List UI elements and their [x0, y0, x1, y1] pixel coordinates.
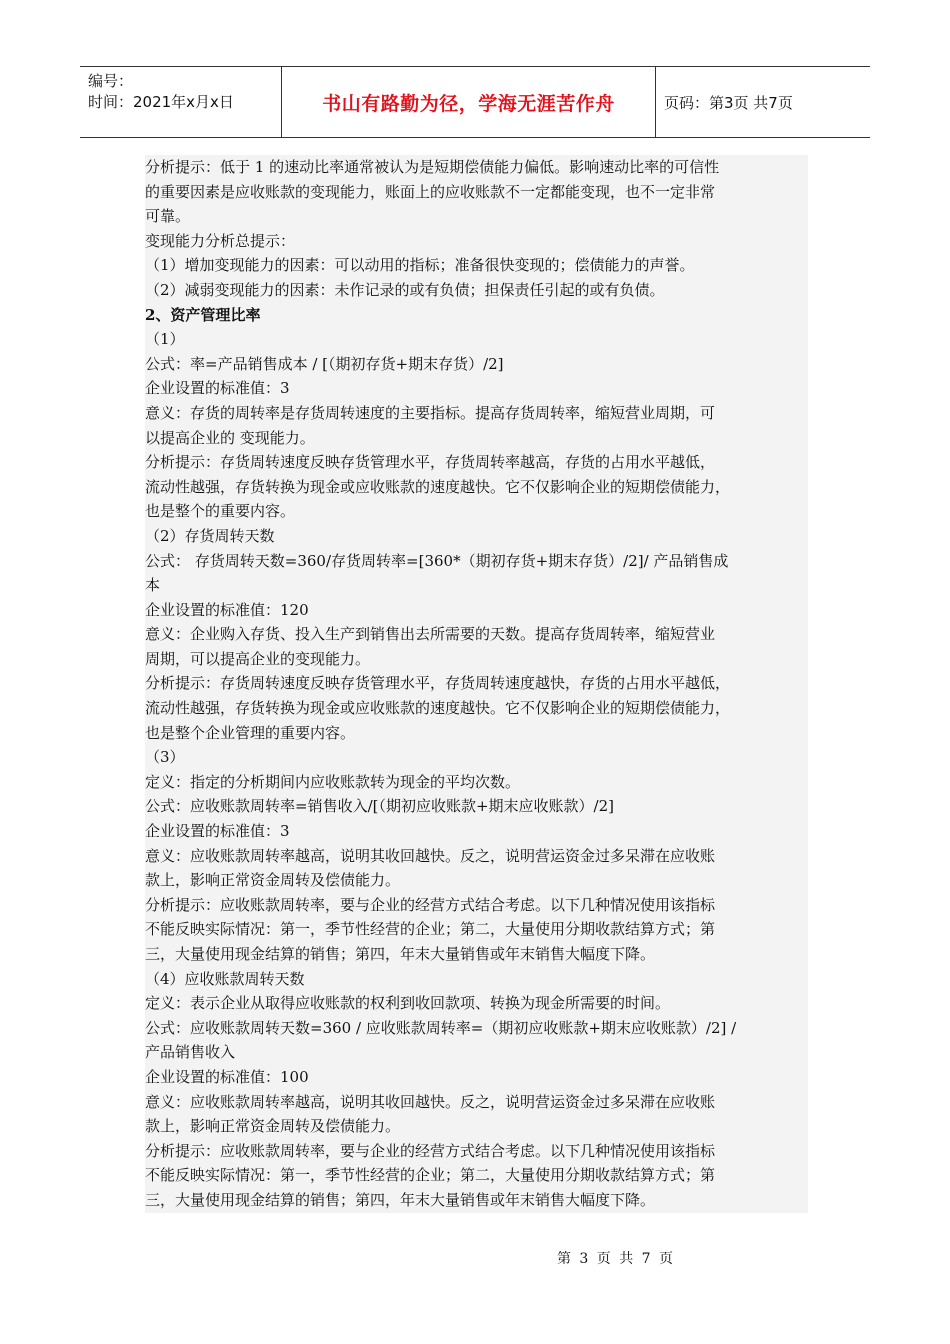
- body-line: 企业设置的标准值：3: [145, 379, 290, 398]
- body-line: 也是整个企业管理的重要内容。: [145, 723, 356, 742]
- body-line: 公式：应收账款周转率=销售收入/[（期初应收账款+期末应收账款）/2]: [145, 797, 614, 816]
- body-line: 分析提示：低于 1 的速动比率通常被认为是短期偿债能力偏低。影响速动比率的可信性: [145, 158, 720, 176]
- body-line: 不能反映实际情况：第一，季节性经营的企业；第二，大量使用分期收款结算方式；第: [145, 1166, 716, 1185]
- body-line: 本: [145, 576, 161, 595]
- body-line: 企业设置的标准值：120: [145, 600, 309, 619]
- body-line: 的重要因素是应收账款的变现能力，账面上的应收账款不一定都能变现，也不一定非常: [145, 182, 716, 201]
- body-line: 以提高企业的 变现能力。: [145, 428, 315, 447]
- body-line: （4）应收账款周转天数: [145, 969, 305, 988]
- body-line: 流动性越强，存货转换为现金或应收账款的速度越快。它不仅影响企业的短期偿债能力，: [145, 699, 731, 718]
- body-line: 意义：存货的周转率是存货周转速度的主要指标。提高存货周转率，缩短营业周期，可: [145, 403, 716, 422]
- body-line: 分析提示：存货周转速度反映存货管理水平，存货周转速度越快，存货的占用水平越低，: [145, 674, 731, 693]
- page-footer: 第 3 页 共 7 页: [556, 1251, 674, 1267]
- body-line: 企业设置的标准值：3: [145, 822, 290, 841]
- body-line: 款上，影响正常资金周转及偿债能力。: [145, 1117, 401, 1136]
- body-line: 意义：企业购入存货、投入生产到销售出去所需要的天数。提高存货周转率，缩短营业: [145, 625, 716, 644]
- body-line: 企业设置的标准值：100: [145, 1067, 309, 1086]
- body-line: （2）减弱变现能力的因素：未作记录的或有负债；担保责任引起的或有负债。: [145, 280, 665, 299]
- header-page-number: 页码：第3页 共7页: [664, 93, 793, 112]
- body-line: 流动性越强，存货转换为现金或应收账款的速度越快。它不仅影响企业的短期偿债能力，: [145, 477, 731, 496]
- body-line: 意义：应收账款周转率越高，说明其收回越快。反之，说明营运资金过多呆滞在应收账: [145, 1092, 716, 1111]
- page-header: [80, 66, 870, 138]
- body-line: （2）存货周转天数: [145, 526, 275, 545]
- header-motto: 书山有路勤为径，学海无涯苦作舟: [282, 67, 656, 137]
- document-number-label: 编号：: [88, 72, 134, 90]
- body-line: 款上，影响正常资金周转及偿债能力。: [145, 871, 401, 890]
- body-line: （1）增加变现能力的因素：可以动用的指标；准备很快变现的；偿债能力的声誉。: [145, 256, 695, 275]
- body-line: 公式：率=产品销售成本 / [（期初存货+期末存货）/2]: [145, 354, 504, 373]
- body-line: 分析提示：存货周转速度反映存货管理水平，存货周转率越高，存货的占用水平越低，: [145, 453, 716, 472]
- body-line: 公式：应收账款周转天数=360 / 应收账款周转率=（期初应收账款+期末应收账款）/2] /: [145, 1018, 737, 1037]
- body-line: 三，大量使用现金结算的销售；第四，年末大量销售或年末销售大幅度下降。: [145, 945, 656, 963]
- body-line: 产品销售收入: [145, 1043, 236, 1062]
- body-line: 定义：指定的分析期间内应收账款转为现金的平均次数。: [145, 772, 521, 791]
- body-line: 周期，可以提高企业的变现能力。: [145, 649, 371, 668]
- body-line: 三，大量使用现金结算的销售；第四，年末大量销售或年末销售大幅度下降。: [145, 1190, 656, 1209]
- body-line: （3）: [145, 748, 185, 767]
- body-line: （1）: [145, 330, 185, 349]
- document-date-label: 时间：2021年x月x日: [88, 93, 234, 111]
- header-meta-cell: [80, 67, 282, 137]
- section-heading: 2、资产管理比率: [145, 305, 261, 324]
- body-line: 公式： 存货周转天数=360/存货周转率=[360*（期初存货+期末存货）/2]/ 产品销售成: [145, 551, 729, 570]
- body-line: 意义：应收账款周转率越高，说明其收回越快。反之，说明营运资金过多呆滞在应收账: [145, 846, 716, 865]
- document-body: [145, 155, 808, 1213]
- body-line: 也是整个的重要内容。: [145, 502, 296, 521]
- body-line: 可靠。: [145, 207, 191, 226]
- body-line: 不能反映实际情况：第一，季节性经营的企业；第二，大量使用分期收款结算方式；第: [145, 920, 716, 939]
- body-line: 分析提示：应收账款周转率，要与企业的经营方式结合考虑。以下几种情况使用该指标: [145, 1141, 716, 1160]
- body-line: 定义：表示企业从取得应收账款的权利到收回款项、转换为现金所需要的时间。: [145, 994, 671, 1013]
- body-line: 分析提示：应收账款周转率，要与企业的经营方式结合考虑。以下几种情况使用该指标: [145, 895, 716, 914]
- body-line: 变现能力分析总提示：: [145, 231, 296, 250]
